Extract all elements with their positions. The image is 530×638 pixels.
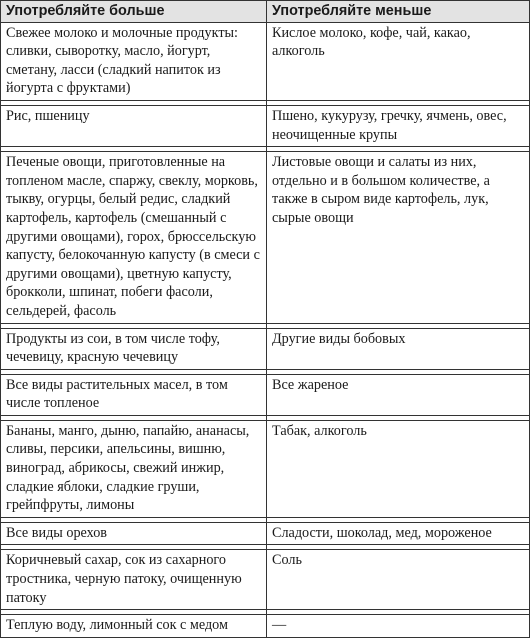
cell-less: — — [267, 615, 530, 638]
cell-less: Листовые овощи и салаты из них, отдельно и в большом количестве, а также в сыром виде картофель, лук, сырые овощи — [267, 152, 530, 323]
table-row — [1, 152, 530, 323]
cell-less: Все жареное — [267, 374, 530, 415]
cell-more: Печеные овощи, приготовленные на топленом масле, спаржу, свеклу, морковь, тыкву, огурцы, белый редис, сладкий картофель, картофель (смешанный с другими овощами), горох, брюссельскую капусту, белокочанную капусту (в смеси с другими овощами), цветную капусту, брокколи, шпинат, побеги фасоли, сельдерей, фасоль — [1, 152, 267, 323]
cell-more: Свежее молоко и молочные продукты: сливки, сыворотку, масло, йогурт, сметану, ласси (сладкий напиток из йогурта с фруктами) — [1, 22, 267, 100]
cell-less: Сладости, шоколад, мед, мороженое — [267, 522, 530, 545]
cell-more: Теплую воду, лимонный сок с медом — [1, 615, 267, 638]
header-eat-less: Употребляйте меньше — [267, 1, 530, 23]
cell-more: Рис, пшеницу — [1, 105, 267, 146]
cell-less: Кислое молоко, кофе, чай, какао, алкоголь — [267, 22, 530, 100]
table-row — [1, 550, 530, 610]
cell-more: Бананы, манго, дыню, папайю, ананасы, сливы, персики, апельсины, вишню, виноград, абрикосы, свежий инжир, сладкие яблоки, сладкие груши, грейпфруты, лимоны — [1, 420, 267, 517]
table-row — [1, 22, 530, 100]
table-row — [1, 420, 530, 517]
cell-less: Другие виды бобовых — [267, 328, 530, 369]
cell-more: Продукты из сои, в том числе тофу, чечевицу, красную чечевицу — [1, 328, 267, 369]
table-row — [1, 374, 530, 415]
table-row — [1, 105, 530, 146]
cell-more: Коричневый сахар, сок из сахарного тростника, черную патоку, очищенную патоку — [1, 550, 267, 610]
cell-less: Пшено, кукурузу, гречку, ячмень, овес, неочищенные крупы — [267, 105, 530, 146]
header-eat-more: Употребляйте больше — [1, 1, 267, 23]
cell-less: Соль — [267, 550, 530, 610]
table-row — [1, 522, 530, 545]
cell-less: Табак, алкоголь — [267, 420, 530, 517]
table-row — [1, 328, 530, 369]
cell-more: Все виды растительных масел, в том числе топленое — [1, 374, 267, 415]
cell-more: Все виды орехов — [1, 522, 267, 545]
header-row — [1, 1, 530, 23]
table-row — [1, 615, 530, 638]
